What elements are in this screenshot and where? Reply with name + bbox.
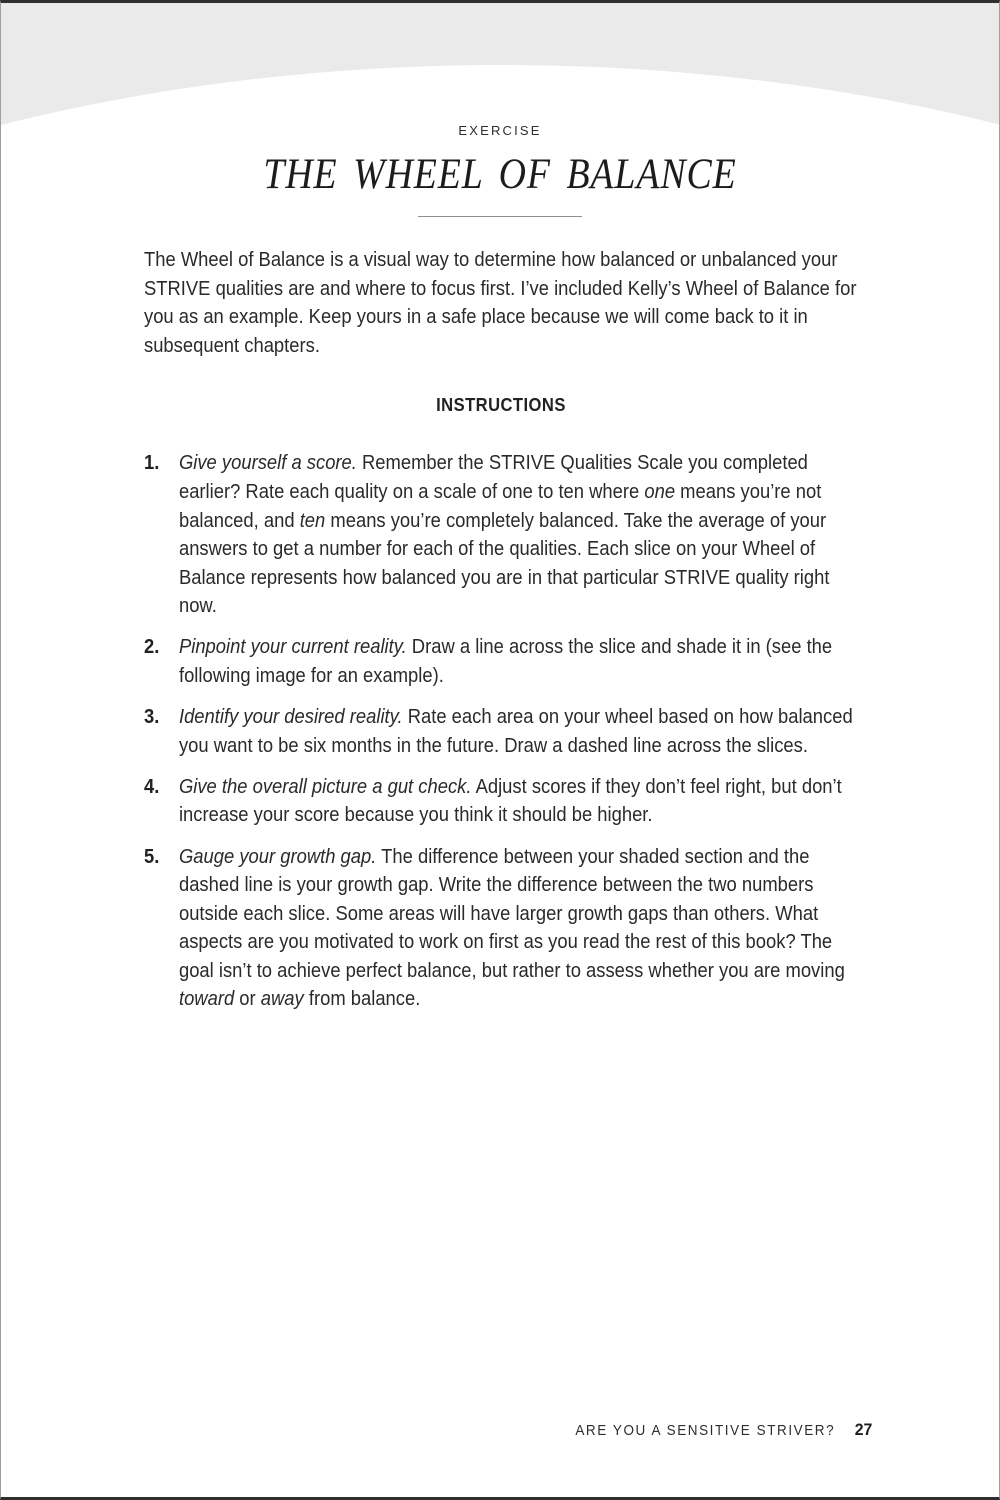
page-title: THE WHEEL OF BALANCE: [263, 151, 737, 198]
title-divider: [418, 216, 582, 217]
step-number: 3.: [144, 706, 160, 729]
steps-list: [144, 449, 858, 1014]
step-number: 1.: [144, 452, 160, 475]
exercise-kicker: EXERCISE: [458, 123, 542, 138]
body-column: [144, 246, 858, 1014]
step-item-2: [144, 633, 858, 690]
instructions-heading: INSTRUCTIONS: [436, 395, 566, 416]
step-item-1: [144, 449, 858, 621]
step-text: Give yourself a score. Remember the STRIVE Qualities Scale you completed earlier? Rate each quality on a scale of one to ten where one means you’re not balanced, and ten means you’re completely balanced. Take the average of your answers to get a number for each of the qualities. Each slice on your Wheel of Balance represents how balanced you are in that particular STRIVE quality right now.: [178, 452, 830, 618]
running-head: ARE YOU A SENSITIVE STRIVER?: [575, 1423, 835, 1439]
step-text: Pinpoint your current reality. Draw a line across the slice and shade it in (see the following image for an example).: [178, 636, 833, 688]
page-number: 27: [854, 1420, 872, 1439]
step-number: 5.: [144, 845, 160, 868]
step-item-3: [144, 703, 858, 760]
step-text: Identify your desired reality. Rate each area on your wheel based on how balanced you want to be six months in the future. Draw a dashed line across the slices.: [178, 706, 853, 757]
step-item-5: [144, 843, 858, 1015]
step-text: Give the overall picture a gut check. Adjust scores if they don’t feel right, but don’t increase your score because you think it should be higher.: [178, 775, 842, 827]
step-number: 2.: [144, 636, 160, 659]
step-text: Gauge your growth gap. The difference between your shaded section and the dashed line is your growth gap. Write the difference between the two numbers outside each slice. Some areas will have larger growth gaps than others. What aspects are you motivated to work on first as you read the rest of this book? The goal isn’t to achieve perfect balance, but rather to assess whether you are moving toward or away from balance.: [178, 845, 845, 1011]
step-item-4: [144, 773, 858, 830]
page-footer: [575, 1420, 872, 1440]
step-number: 4.: [144, 775, 160, 798]
intro-paragraph: The Wheel of Balance is a visual way to determine how balanced or unbalanced your STRIVE qualities are and where to focus first. I’ve included Kelly’s Wheel of Balance for you as an example. Keep yours in a safe place because we will come back to it in subsequent chapters.: [144, 249, 857, 357]
page-content: [1, 122, 999, 1014]
